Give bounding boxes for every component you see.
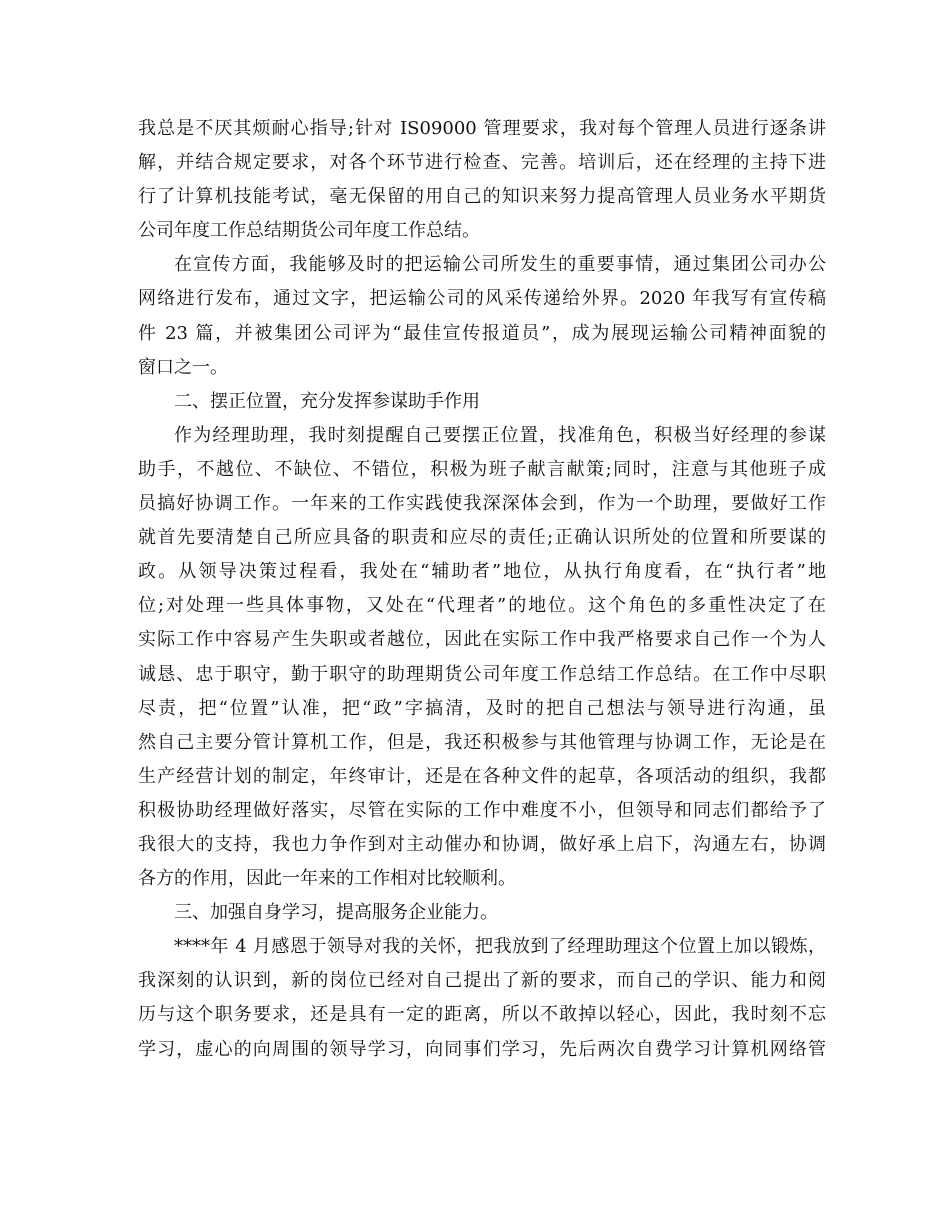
- text-line: ****年 4 月感恩于领导对我的关怀，把我放到了经理助理这个位置上加以锻炼，: [174, 936, 826, 958]
- text-line: 历与这个职务要求，还是具有一定的距离，所以不敢掉以轻心，因此，我时刻不忘: [138, 1004, 826, 1026]
- text-line: 学习，虚心的向周围的领导学习，向同事们学习，先后两次自费学习计算机网络管: [138, 1038, 826, 1060]
- text-line: 二、摆正位置，充分发挥参谋助手作用: [174, 390, 480, 412]
- text-line: 我总是不厌其烦耐心指导;针对 IS09000 管理要求，我对每个管理人员进行逐条讲: [138, 118, 826, 139]
- text-line: 生产经营计划的制定，年终审计，还是在各种文件的起草，各项活动的组织，我都: [138, 765, 826, 787]
- text-line: 就首先要清楚自己所应具备的职责和应尽的责任;正确认识所处的位置和所要谋的: [138, 527, 826, 549]
- text-line: 员搞好协调工作。一年来的工作实践使我深深体会到，作为一个助理，要做好工作: [138, 493, 826, 515]
- text-line: 诚恳、忠于职守，勤于职守的助理期货公司年度工作总结工作总结。在工作中尽职: [138, 663, 826, 685]
- text-line: 我深刻的认识到，新的岗位已经对自己提出了新的要求，而自己的学识、能力和阅: [138, 970, 826, 992]
- text-line: 作为经理助理，我时刻提醒自己要摆正位置，找准角色，积极当好经理的参谋: [174, 424, 826, 446]
- text-line: 解，并结合规定要求，对各个环节进行检查、完善。培训后，还在经理的主持下进: [138, 152, 826, 174]
- text-line: 各方的作用，因此一年来的工作相对比较顺利。: [138, 868, 516, 890]
- text-line: 助手，不越位、不缺位、不错位，积极为班子献言献策;同时，注意与其他班子成: [138, 458, 826, 480]
- text-line: 在宣传方面，我能够及时的把运输公司所发生的重要事情，通过集团公司办公: [174, 254, 826, 276]
- text-line: 我很大的支持，我也力争作到对主动催办和协调，做好承上启下，沟通左右，协调: [138, 833, 826, 855]
- text-line: 然自己主要分管计算机工作，但是，我还积极参与其他管理与协调工作，无论是在: [138, 731, 826, 753]
- text-line: 窗口之一。: [138, 356, 228, 378]
- text-line: 位;对处理一些具体事物，又处在“代理者”的地位。这个角色的多重性决定了在: [138, 595, 826, 617]
- text-line: 积极协助经理做好落实，尽管在实际的工作中难度不小，但领导和同志们都给予了: [138, 799, 826, 821]
- text-line: 网络进行发布，通过文字，把运输公司的风采传递给外界。2020 年我写有宣传稿: [138, 288, 826, 310]
- text-line: 行了计算机技能考试，毫无保留的用自己的知识来努力提高管理人员业务水平期货: [138, 186, 826, 208]
- text-line: 件 23 篇，并被集团公司评为“最佳宣传报道员”，成为展现运输公司精神面貌的: [138, 322, 826, 344]
- body-text: [138, 112, 826, 1067]
- text-line: 实际工作中容易产生失职或者越位，因此在实际工作中我严格要求自己作一个为人: [138, 629, 826, 651]
- text-line: 公司年度工作总结期货公司年度工作总结。: [138, 220, 480, 242]
- text-line: 尽责，把“位置”认准，把“政”字搞清，及时的把自己想法与领导进行沟通，虽: [138, 697, 826, 719]
- text-line: 三、加强自身学习，提高服务企业能力。: [174, 902, 498, 924]
- text-line: 政。从领导决策过程看，我处在“辅助者”地位，从执行角度看，在“执行者”地: [138, 561, 826, 583]
